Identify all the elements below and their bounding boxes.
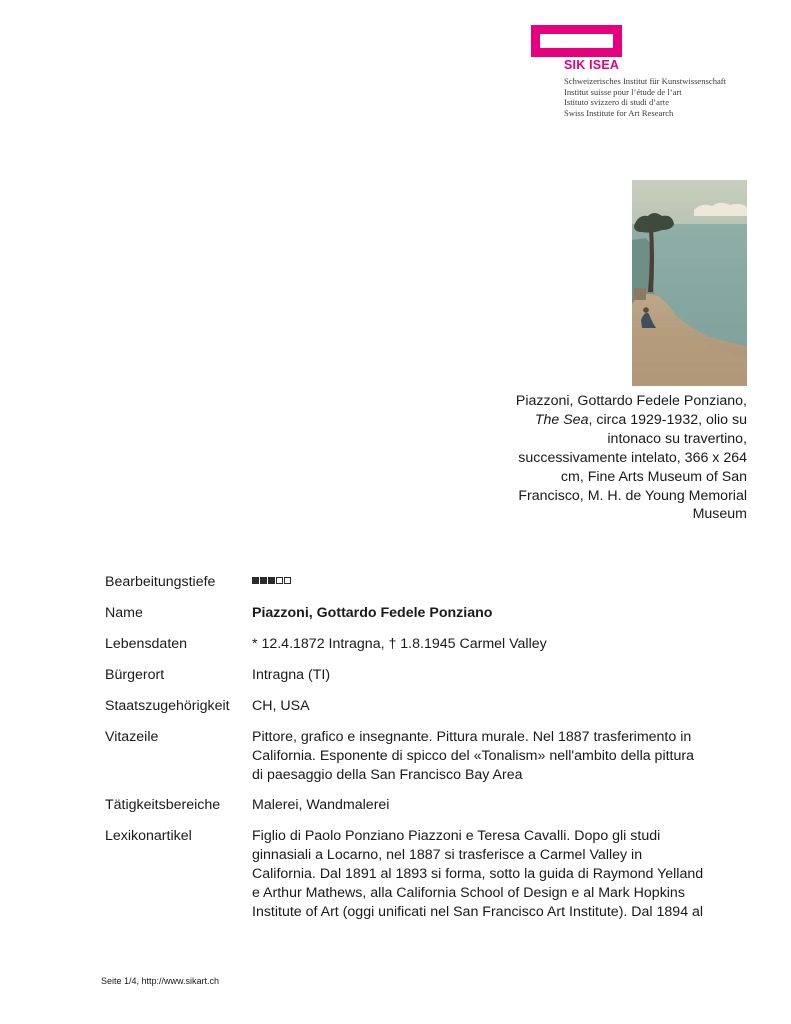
logo-line-fr: Institut suisse pour l’étude de l’art [564,86,682,97]
article-line: Figlio di Paolo Ponziano Piazzoni e Teresa Cavalli. Dopo gli studi [252,828,661,844]
vita-line: Pittore, grafico e insegnante. Pittura murale. Nel 1887 trasferimento in [252,729,692,745]
activities-value: Malerei, Wandmalerei [252,797,390,813]
caption-line: intonaco su travertino, [607,430,747,447]
row-name [105,604,755,635]
hometown-value: Intragna (TI) [252,667,331,683]
article-line: Institute of Art (oggi unificati nel San Francisco Art Institute). Dal 1894 al [252,903,704,920]
name-value: Piazzoni, Gottardo Fedele Ponziano [252,605,493,621]
caption-text: , circa 1929-1932, olio su [588,411,747,428]
page-footer: Seite 1/4, http://www.sikart.ch [101,976,220,986]
nationality-value: CH, USA [252,698,310,714]
depth-square-filled [260,577,267,584]
row-hometown [105,666,755,697]
life-dates-value: * 12.4.1872 Intragna, † 1.8.1945 Carmel Valley [252,636,547,652]
article-label: Lexikonartikel [105,828,192,844]
depth-square-empty [276,577,283,584]
depth-value [252,573,755,584]
article-line: California. Dal 1891 al 1893 si forma, sotto la guida di Raymond Yelland [252,865,704,882]
logo-line-it: Istituto svizzero di studi d’arte [564,97,670,107]
depth-rating-icon [252,573,755,584]
article-value [252,827,755,922]
artwork-caption [488,392,747,524]
vita-label: Vitazeile [105,729,159,745]
vita-line: di paesaggio della San Francisco Bay Area [252,766,523,783]
depth-square-empty [284,577,291,584]
logo-line-en: Swiss Institute for Art Research [564,107,674,118]
depth-square-filled [268,577,275,584]
life-dates-label: Lebensdaten [105,636,188,652]
caption-line: cm, Fine Arts Museum of San [560,468,747,485]
name-label: Name [105,605,143,621]
artist-record [105,573,755,922]
vita-line: California. Esponente di spicco del «Tonalism» nell'ambito della pittura [252,747,694,764]
caption-work-title: The Sea [534,411,589,428]
depth-label: Bearbeitungstiefe [105,574,216,590]
caption-line [488,411,747,430]
logo-frame-icon [531,25,622,57]
artwork-image [632,180,747,386]
row-article [105,827,755,922]
caption-line: Museum [692,506,747,523]
vita-value [252,728,755,785]
row-depth [105,573,755,604]
row-activities [105,796,755,827]
logo-line-de: Schweizerisches Institut für Kunstwissenschaft [564,76,727,86]
article-line: e Arthur Mathews, alla California School of Design e al Mark Hopkins [252,884,685,901]
caption-line: successivamente intelato, 366 x 264 [518,449,747,466]
article-line: ginnasiali a Locarno, nel 1887 si trasferisce a Carmel Valley in [252,846,643,863]
nationality-label: Staatszugehörigkeit [105,698,230,714]
row-nationality [105,697,755,728]
logo-institute-names [564,76,726,118]
caption-line: Piazzoni, Gottardo Fedele Ponziano, [515,393,747,409]
activities-label: Tätigkeitsbereiche [105,797,221,813]
hometown-label: Bürgerort [105,667,165,683]
caption-line: Francisco, M. H. de Young Memorial [518,487,747,504]
depth-square-filled [252,577,259,584]
logo-title: SIK ISEA [564,58,620,72]
row-life-dates [105,635,755,666]
row-vita [105,728,755,796]
